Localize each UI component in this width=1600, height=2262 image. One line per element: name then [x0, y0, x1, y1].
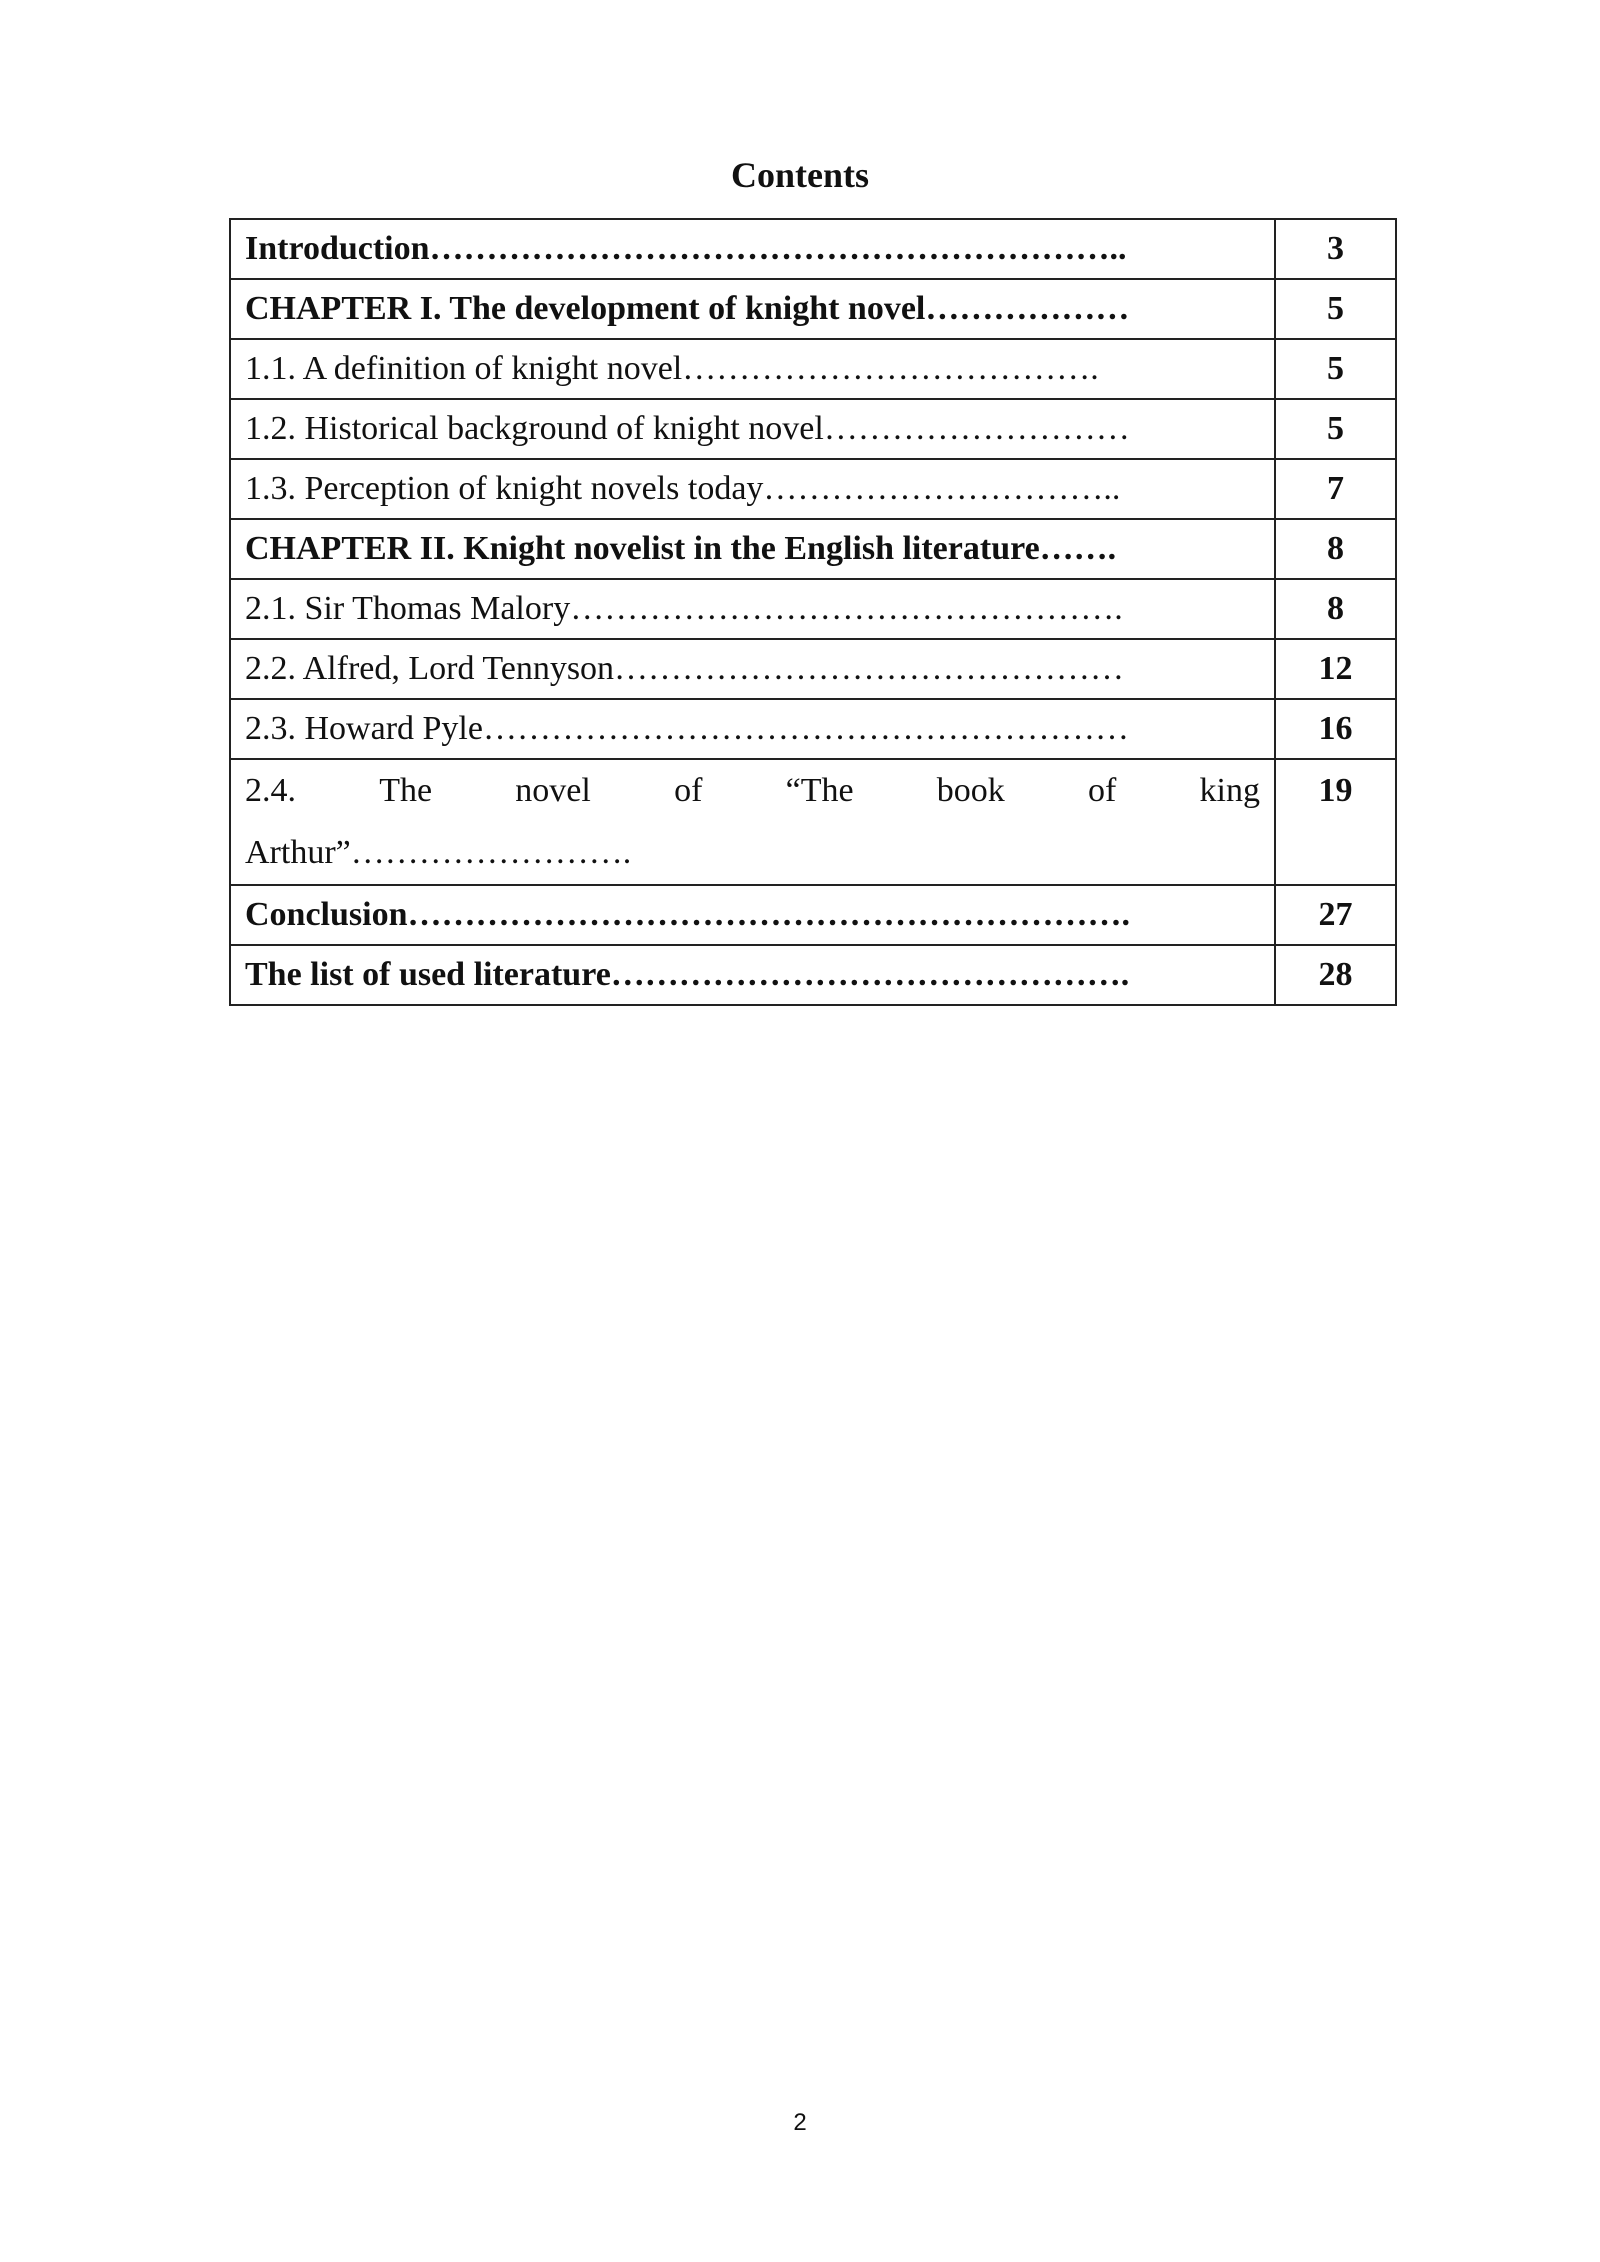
word: of [1088, 772, 1117, 809]
toc-row [230, 339, 1396, 399]
toc-entry-2-4-line-2: Arthur”……………………. [245, 834, 632, 871]
toc-entry-2-3[interactable]: 2.3. Howard Pyle………………………………………………… [230, 699, 1275, 759]
toc-page-number: 8 [1275, 579, 1396, 639]
word: 2.4. [245, 772, 296, 809]
toc-entry-2-4-line-1 [245, 760, 1260, 822]
toc-row [230, 885, 1396, 945]
toc-entry-1-3[interactable]: 1.3. Perception of knight novels today………………………….. [230, 459, 1275, 519]
toc-entry-chapter-1[interactable]: CHAPTER I. The development of knight novel……………… [230, 279, 1275, 339]
toc-row [230, 219, 1396, 279]
word: of [674, 772, 703, 809]
toc-entry-2-1[interactable]: 2.1. Sir Thomas Malory…………………………………………. [230, 579, 1275, 639]
toc-row [230, 459, 1396, 519]
toc-page-number: 7 [1275, 459, 1396, 519]
toc-entry-conclusion[interactable]: Conclusion………………………………………………………. [230, 885, 1275, 945]
toc-page-number: 12 [1275, 639, 1396, 699]
toc-page-number: 16 [1275, 699, 1396, 759]
toc-row [230, 639, 1396, 699]
toc-page-number: 5 [1275, 339, 1396, 399]
table-of-contents [229, 218, 1397, 1006]
word: book [936, 772, 1005, 809]
toc-row [230, 279, 1396, 339]
page-title: Contents [730, 155, 869, 195]
toc-row [230, 759, 1396, 885]
toc-row [230, 699, 1396, 759]
word: “The [785, 772, 854, 809]
toc-entry-2-4[interactable] [230, 759, 1275, 885]
toc-page-number: 28 [1275, 945, 1396, 1005]
toc-entry-2-2[interactable]: 2.2. Alfred, Lord Tennyson……………………………………… [230, 639, 1275, 699]
word: The [379, 772, 433, 809]
toc-page-number: 5 [1275, 279, 1396, 339]
toc-row [230, 579, 1396, 639]
toc-page-number: 27 [1275, 885, 1396, 945]
toc-page-number: 19 [1275, 759, 1396, 885]
toc-page-number: 8 [1275, 519, 1396, 579]
toc-entry-chapter-2[interactable]: CHAPTER II. Knight novelist in the English literature……. [230, 519, 1275, 579]
word: novel [515, 772, 591, 809]
word: king [1199, 772, 1260, 809]
toc-page-number: 3 [1275, 219, 1396, 279]
toc-entry-1-2[interactable]: 1.2. Historical background of knight novel……………………… [230, 399, 1275, 459]
toc-row [230, 519, 1396, 579]
footer-page-number: 2 [793, 2109, 807, 2136]
toc-entry-used-literature[interactable]: The list of used literature………………………………………. [230, 945, 1275, 1005]
toc-entry-introduction[interactable]: Introduction…………………………………………………….. [230, 219, 1275, 279]
toc-row [230, 945, 1396, 1005]
toc-page-number: 5 [1275, 399, 1396, 459]
toc-row [230, 399, 1396, 459]
toc-entry-1-1[interactable]: 1.1. A definition of knight novel………………………………. [230, 339, 1275, 399]
